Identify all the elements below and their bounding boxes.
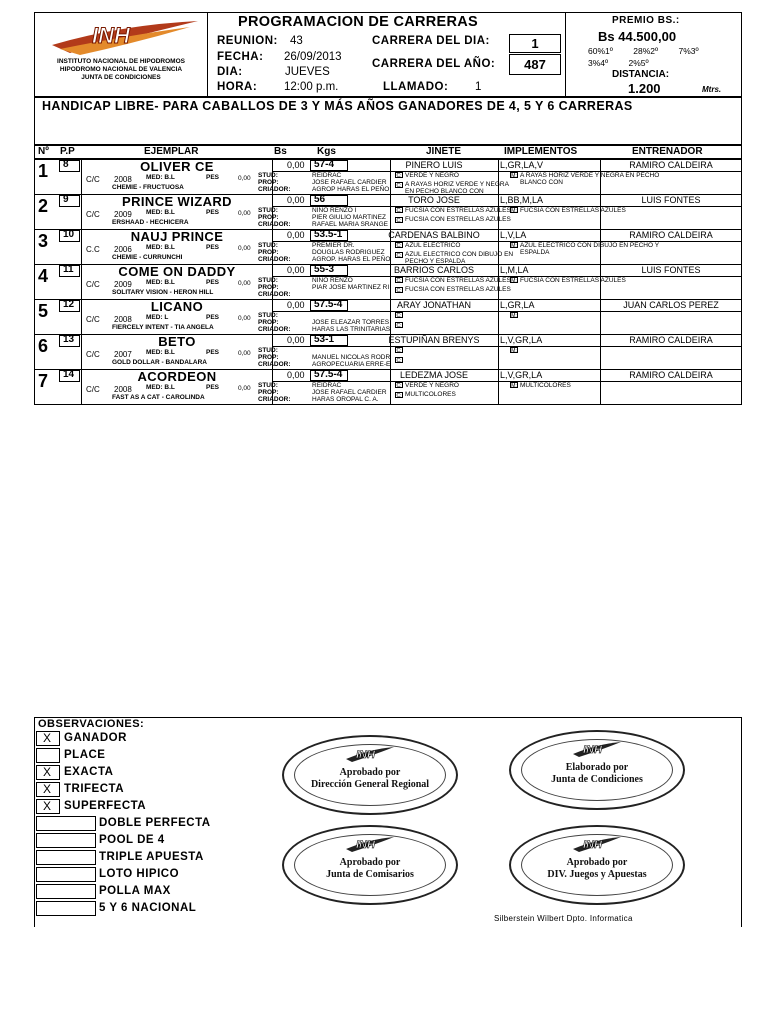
carrera-ano-label: CARRERA DEL AÑO:: [372, 58, 496, 70]
stud-value: PREMIER DR.: [312, 242, 355, 249]
c-label: C:: [396, 253, 402, 259]
implementos: L,V,GR,LA: [500, 370, 543, 380]
stud-value: NIÑO RENZO: [312, 277, 353, 284]
kgs-value: 57-4: [314, 159, 335, 170]
m-label: M:: [511, 383, 517, 389]
stamp-logo: [571, 740, 623, 758]
med-value: L: [164, 314, 169, 321]
pedigree: CHEMIE - FRUCTUOSA: [112, 184, 184, 191]
stamp-logo: [344, 835, 396, 853]
pes-label: PES: [206, 209, 220, 216]
m-label: M:: [511, 173, 517, 179]
horse-year: 2008: [114, 175, 132, 184]
stud-label: STUD:: [258, 277, 278, 284]
col-kgs: Kgs: [317, 146, 336, 157]
bet-label: POOL DE 4: [99, 834, 165, 846]
llamado-value: 1: [475, 81, 482, 93]
stud-value: REIDRAC: [312, 382, 342, 389]
prop-label: PROP:: [258, 214, 279, 221]
bs-value: 0,00: [287, 160, 305, 170]
pes-value: 0,00: [238, 385, 251, 392]
horse-year: 2008: [114, 385, 132, 394]
silk-mark: MULTICOLORES: [520, 382, 571, 389]
horse-name: NAUJ PRINCE: [130, 229, 224, 244]
silk-color-1: VERDE Y NEGRO: [405, 382, 459, 389]
horse-year: 2009: [114, 280, 132, 289]
stud-label: STUD:: [258, 242, 278, 249]
c-label: C:: [396, 323, 402, 329]
bet-label: GANADOR: [64, 732, 127, 744]
pct-3: 7%3º: [678, 46, 699, 56]
horse-year: 2008: [114, 315, 132, 324]
prop-value: JOSE RAFAEL CARDIER: [312, 179, 387, 186]
med-label: MED:: [146, 174, 163, 181]
stud-value: NIÑO RENZO I: [312, 207, 357, 214]
stamp-logo: [571, 835, 623, 853]
jockey: ARAY JONATHAN: [396, 300, 471, 310]
col-bs: Bs: [274, 146, 287, 157]
horse-name: BETO: [158, 334, 196, 349]
distancia-unit: Mtrs.: [702, 85, 722, 94]
col-ejemplar: EJEMPLAR: [144, 146, 199, 157]
stamp-line-2: Junta de Condiciones: [551, 774, 643, 785]
m-label: M:: [511, 278, 517, 284]
prop-label: PROP:: [258, 389, 279, 396]
prop-value: PIAR JOSE MARTINEZ RI: [312, 284, 390, 291]
criador-label: CRIADOR:: [258, 186, 291, 193]
prop-value: MANUEL NICOLAS RODR: [312, 354, 391, 361]
prop-label: PROP:: [258, 284, 279, 291]
horse-name: LICANO: [150, 299, 204, 314]
post-position: 12: [63, 299, 75, 310]
carrera-dia-value: 1: [509, 34, 561, 53]
bet-label: POLLA MAX: [99, 885, 171, 897]
silk-color-1: FUCSIA CON ESTRELLAS AZULES: [405, 277, 511, 284]
c-label: C:: [396, 393, 402, 399]
silk-mark: AZUL ELECTRICO CON DIBUJO EN PECHO Y ESPALDA: [520, 242, 659, 256]
horse-number: 5: [38, 301, 49, 321]
bet-label: SUPERFECTA: [64, 800, 147, 812]
silk-color-2: FUCSIA CON ESTRELLAS AZULES: [405, 286, 511, 293]
jockey: CARDENAS BALBINO: [388, 230, 480, 240]
med-label: MED:: [146, 244, 163, 251]
premio-value: Bs 44.500,00: [598, 29, 677, 44]
hora-label: HORA:: [217, 81, 258, 93]
pedigree: FIERCELY INTENT - TIA ANGELA: [112, 324, 214, 331]
post-position: 9: [63, 194, 69, 205]
pedigree: FAST AS A CAT - CAROLINDA: [112, 394, 205, 401]
approval-stamp: [509, 730, 685, 810]
pes-label: PES: [206, 174, 220, 181]
table-row: [34, 264, 742, 299]
org-line-3: JUNTA DE CONDICIONES: [81, 74, 161, 81]
table-row: [34, 334, 742, 369]
bet-mark: X: [36, 799, 60, 814]
silk-color-1: AZUL ELECTRICO: [405, 242, 461, 249]
svg-text:INH: INH: [92, 23, 130, 48]
approval-stamp: [509, 825, 685, 905]
horse-number: 4: [38, 266, 49, 286]
c-label: C:: [396, 358, 402, 364]
stamp-logo: [344, 745, 396, 763]
bet-mark: X: [36, 731, 60, 746]
med-value: B.L: [164, 384, 175, 391]
horse-year: 2006: [114, 245, 132, 254]
pes-value: 0,00: [238, 315, 251, 322]
med-label: MED:: [146, 209, 163, 216]
bet-mark: [36, 833, 96, 848]
implementos: L,V,LA: [500, 230, 527, 240]
c-label: C:: [396, 383, 402, 389]
criador-label: CRIADOR:: [258, 396, 291, 403]
bet-mark: [36, 867, 96, 882]
col-implementos: IMPLEMENTOS: [504, 146, 578, 157]
horse-sex: C/C: [86, 175, 100, 184]
pct-2: 28%2º: [633, 46, 659, 56]
horse-number: 3: [38, 231, 49, 251]
stud-label: STUD:: [258, 172, 278, 179]
prop-value: PIER GIULIO MARTINEZ: [312, 214, 386, 221]
pes-value: 0,00: [238, 350, 251, 357]
bet-mark: X: [36, 782, 60, 797]
hora-value: 12:00 p.m.: [284, 81, 339, 93]
kgs-value: 57.5-4: [314, 299, 343, 310]
kgs-value: 53.5-1: [314, 229, 343, 240]
criador-value: AGROPECUARIA ERRE-E: [312, 361, 391, 368]
pct-1: 60%1º: [588, 46, 613, 56]
med-value: B.L: [164, 244, 175, 251]
table-row: [34, 369, 742, 404]
fecha-label: FECHA:: [217, 51, 264, 63]
col-num: Nº: [38, 146, 49, 157]
pct-4: 3%4º: [588, 58, 609, 68]
bet-mark: [36, 901, 96, 916]
criador-value: HARAS OROPAL C. A.: [312, 396, 379, 403]
c-label: C:: [396, 243, 402, 249]
horse-name: ACORDEON: [137, 369, 217, 384]
stamp-line-1: Aprobado por: [339, 857, 401, 868]
pedigree: GOLD DOLLAR - BANDALARA: [112, 359, 207, 366]
premio-label: PREMIO BS.:: [612, 15, 680, 26]
jockey: ESTUPIÑAN BRENYS: [388, 335, 480, 345]
llamado-label: LLAMADO:: [383, 81, 449, 93]
kgs-value: 53-1: [314, 334, 335, 345]
horse-year: 2009: [114, 210, 132, 219]
med-value: B.L: [164, 349, 175, 356]
c-label: C:: [396, 278, 402, 284]
carrera-dia-label: CARRERA DEL DIA:: [372, 35, 490, 47]
c-label: C:: [396, 183, 402, 189]
criador-value: AGROP. HARAS EL PEÑO: [312, 256, 391, 263]
pes-label: PES: [206, 279, 220, 286]
stamp-line-1: Aprobado por: [566, 857, 628, 868]
silk-mark: FUCSIA CON ESTRELLAS AZULES: [520, 207, 626, 214]
med-label: MED:: [146, 314, 163, 321]
post-position: 14: [63, 369, 75, 380]
c-label: C:: [396, 218, 402, 224]
med-label: MED:: [146, 384, 163, 391]
m-label: M:: [511, 243, 517, 249]
silk-color-2: FUCSIA CON ESTRELLAS AZULES: [405, 216, 511, 223]
silk-color-2: A RAYAS HORIZ VERDE Y NEGRA EN PECHO BLANCO CON: [405, 181, 509, 195]
criador-value: RAFAEL MARIA SRANGE: [312, 221, 388, 228]
trainer: RAMIRO CALDEIRA: [629, 335, 713, 345]
trainer: LUIS FONTES: [641, 265, 701, 275]
stud-label: STUD:: [258, 312, 278, 319]
footer-credit: Silberstein Wilbert Dpto. Informatica: [494, 914, 633, 923]
c-label: C:: [396, 208, 402, 214]
stamp-line-2: Junta de Comisarios: [326, 869, 414, 880]
table-row: [34, 159, 742, 194]
kgs-value: 57.5-4: [314, 369, 343, 380]
pes-label: PES: [206, 244, 220, 251]
silk-mark: FUCSIA CON ESTRELLAS AZULES: [520, 277, 626, 284]
kgs-value: 55-3: [314, 264, 335, 275]
horse-number: 2: [38, 196, 49, 216]
distancia-value: 1.200: [628, 81, 661, 96]
approval-stamp: [282, 825, 458, 905]
bs-value: 0,00: [287, 370, 305, 380]
col-pp: P.P: [60, 146, 75, 157]
org-line-1: INSTITUTO NACIONAL DE HIPODROMOS: [57, 58, 185, 65]
trainer: RAMIRO CALDEIRA: [629, 160, 713, 170]
svg-text:INH: INH: [583, 744, 602, 756]
distancia-label: DISTANCIA:: [612, 69, 670, 80]
silk-color-1: VERDE Y NEGRO: [405, 172, 459, 179]
page-title: PROGRAMACION DE CARRERAS: [238, 14, 479, 30]
horse-sex: C/C: [86, 385, 100, 394]
pedigree: ERSHAAD - HECHICERA: [112, 219, 189, 226]
criador-label: CRIADOR:: [258, 361, 291, 368]
post-position: 11: [63, 264, 74, 275]
silk-color-1: FUCSIA CON ESTRELLAS AZULES: [405, 207, 511, 214]
bs-value: 0,00: [287, 230, 305, 240]
dia-label: DIA:: [217, 66, 243, 78]
stamp-line-2: DIV. Juegos y Apuestas: [547, 869, 647, 880]
prop-value: JOSE ELEAZAR TORRES: [312, 319, 390, 326]
bet-label: TRIPLE APUESTA: [99, 851, 204, 863]
table-row: [34, 299, 742, 334]
pes-label: PES: [206, 349, 220, 356]
pes-label: PES: [206, 384, 220, 391]
table-row: [34, 229, 742, 264]
med-value: B.L: [164, 209, 175, 216]
m-label: M:: [511, 313, 517, 319]
reunion-value: 43: [290, 35, 303, 47]
implementos: L,BB,M,LA: [500, 195, 544, 205]
bet-label: PLACE: [64, 749, 106, 761]
dia-value: JUEVES: [285, 66, 330, 78]
prop-label: PROP:: [258, 249, 279, 256]
horse-sex: C/C: [86, 280, 100, 289]
jockey: LEDEZMA JOSE: [399, 370, 469, 380]
med-label: MED:: [146, 279, 163, 286]
pes-label: PES: [206, 314, 220, 321]
pct-5: 2%5º: [628, 58, 649, 68]
stud-label: STUD:: [258, 382, 278, 389]
bet-label: TRIFECTA: [64, 783, 125, 795]
pes-value: 0,00: [238, 245, 251, 252]
implementos: L,GR,LA: [500, 300, 535, 310]
carrera-ano-value: 487: [509, 54, 561, 75]
jockey: TORO JOSE: [408, 195, 460, 205]
bs-value: 0,00: [287, 265, 305, 275]
bet-label: LOTO HIPICO: [99, 868, 180, 880]
criador-label: CRIADOR:: [258, 221, 291, 228]
bet-mark: [36, 884, 96, 899]
horse-name: OLIVER CE: [140, 159, 214, 174]
horse-number: 7: [38, 371, 49, 391]
col-entrenador: ENTRENADOR: [632, 146, 703, 157]
bs-value: 0,00: [287, 300, 305, 310]
horse-sex: C/C: [86, 210, 100, 219]
stamp-line-2: Dirección General Regional: [310, 779, 430, 790]
implementos: L,GR,LA,V: [500, 160, 544, 170]
inh-logo: [40, 15, 202, 57]
race-condition: HANDICAP LIBRE- PARA CABALLOS DE 3 Y MÁS AÑOS GANADORES DE 4, 5 Y 6 CARRERAS: [42, 99, 633, 113]
post-position: 8: [63, 159, 69, 170]
table-row: [34, 194, 742, 229]
trainer: RAMIRO CALDEIRA: [629, 230, 713, 240]
svg-text:INH: INH: [356, 749, 375, 761]
criador-label: CRIADOR:: [258, 326, 291, 333]
prop-label: PROP:: [258, 354, 279, 361]
med-label: MED:: [146, 349, 163, 356]
prop-label: PROP:: [258, 179, 279, 186]
horse-number: 6: [38, 336, 49, 356]
post-position: 10: [63, 229, 75, 240]
criador-value: AGROP HARAS EL PEÑO: [312, 186, 390, 193]
m-label: M:: [511, 208, 517, 214]
med-value: B.L: [164, 279, 175, 286]
prop-value: JOSE RAFAEL CARDIER: [312, 389, 387, 396]
silk-mark: A RAYAS HORIZ VERDE Y NEGRA EN PECHO BLANCO CON: [520, 172, 660, 186]
bet-mark: X: [36, 765, 60, 780]
org-line-2: HIPODROMO NACIONAL DE VALENCIA: [59, 66, 183, 73]
c-label: C:: [396, 288, 402, 294]
svg-text:INH: INH: [356, 839, 375, 851]
criador-label: CRIADOR:: [258, 291, 291, 298]
prop-label: PROP:: [258, 319, 279, 326]
horse-name: COME ON DADDY: [118, 264, 236, 279]
observaciones-title: OBSERVACIONES:: [38, 718, 145, 730]
bet-label: EXACTA: [64, 766, 114, 778]
horse-year: 2007: [114, 350, 132, 359]
horse-number: 1: [38, 161, 49, 181]
jockey: BARRIOS CARLOS: [393, 265, 475, 275]
pes-value: 0,00: [238, 280, 251, 287]
trainer: LUIS FONTES: [641, 195, 701, 205]
approval-stamp: [282, 735, 458, 815]
stud-label: STUD:: [258, 347, 278, 354]
svg-text:INH: INH: [583, 839, 602, 851]
implementos: L,M,LA: [500, 265, 529, 275]
prop-value: DOUGLAS RODRIGUEZ: [312, 249, 385, 256]
bet-mark: [36, 748, 60, 763]
silk-color-2: AZUL ELECTRICO CON DIBUJO EN PECHO Y ESPALDA: [405, 251, 514, 265]
criador-label: CRIADOR:: [258, 256, 291, 263]
jockey: PINERO LUIS: [405, 160, 463, 170]
horse-sex: C/C: [86, 315, 100, 324]
fecha-value: 26/09/2013: [284, 51, 342, 63]
col-jinete: JINETE: [426, 146, 462, 157]
bs-value: 0,00: [287, 335, 305, 345]
bet-label: 5 Y 6 NACIONAL: [99, 902, 197, 914]
stud-label: STUD:: [258, 207, 278, 214]
horse-name: PRINCE WIZARD: [122, 194, 232, 209]
pes-value: 0,00: [238, 175, 251, 182]
bet-mark: [36, 850, 96, 865]
implementos: L,V,GR,LA: [500, 335, 543, 345]
kgs-value: 56: [314, 194, 326, 205]
stamp-line-1: Aprobado por: [339, 767, 401, 778]
stamp-line-1: Elaborado por: [565, 762, 629, 773]
trainer: RAMIRO CALDEIRA: [629, 370, 713, 380]
reunion-label: REUNION:: [217, 35, 278, 47]
bet-mark: [36, 816, 96, 831]
c-label: C:: [396, 313, 402, 319]
trainer: JUAN CARLOS PEREZ: [623, 300, 719, 310]
pedigree: CHEMIE - CURRUNCHI: [112, 254, 183, 261]
horse-sex: C/C: [86, 350, 100, 359]
pedigree: SOLITARY VISION - HERON HILL: [112, 289, 214, 296]
med-value: B.L: [164, 174, 175, 181]
post-position: 13: [63, 334, 75, 345]
bet-label: DOBLE PERFECTA: [99, 817, 211, 829]
bs-value: 0,00: [287, 195, 305, 205]
c-label: C:: [396, 173, 402, 179]
stud-value: REIDRAC: [312, 172, 342, 179]
c-label: C:: [396, 348, 402, 354]
pes-value: 0,00: [238, 210, 251, 217]
criador-value: HARAS LAS TRINITARIAS: [312, 326, 391, 333]
silk-color-2: MULTICOLORES: [405, 391, 456, 398]
horse-sex: C.C: [86, 245, 100, 254]
m-label: M:: [511, 348, 517, 354]
